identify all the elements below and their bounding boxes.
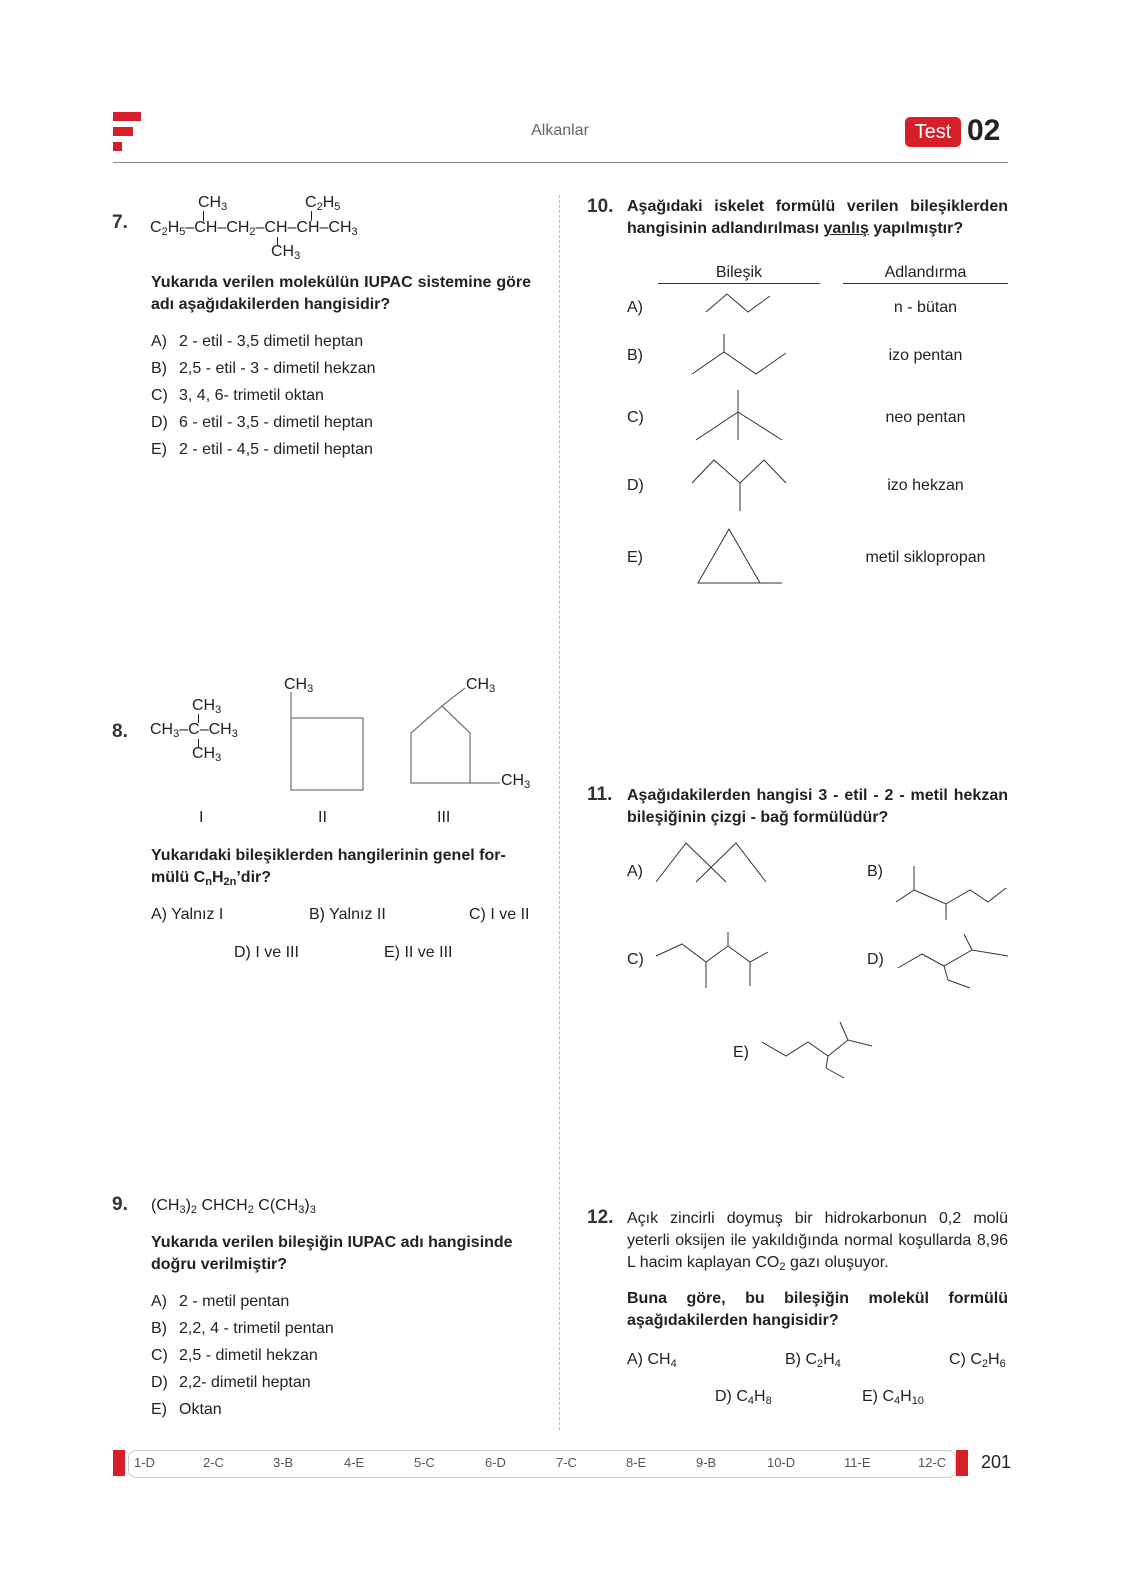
- q8-option-b[interactable]: B) Yalnız II: [309, 906, 386, 923]
- q8-label-ii: II: [318, 809, 327, 826]
- answer-key-item: 8-E: [626, 1455, 647, 1470]
- q7-option-d[interactable]: D) 6 - etil - 3,5 - dimetil heptan: [151, 414, 373, 431]
- q7-number: 7.: [112, 212, 128, 233]
- q8-compound-3: [405, 680, 515, 790]
- q7-option-a[interactable]: A) 2 - etil - 3,5 dimetil heptan: [151, 333, 364, 350]
- q11-question: Aşağıdakilerden hangisi 3 - etil - 2 - metil hekzan bileşiğinin çizgi - bağ formülüdür?: [627, 787, 1008, 826]
- q8-option-e[interactable]: E) II ve III: [384, 944, 453, 961]
- q10-row-e-skeleton: [690, 524, 790, 590]
- answer-key-item: 2-C: [203, 1455, 224, 1470]
- header-divider: [113, 162, 1008, 163]
- answer-key-item: 7-C: [556, 1455, 577, 1470]
- q10-col-name-rule: [843, 283, 1008, 284]
- q7-option-b[interactable]: B) 2,5 - etil - 3 - dimetil hekzan: [151, 360, 376, 377]
- q7-structure: $CH_3$ $C_2H_5$ $C_2H_5-CH-CH_2-CH-CH-CH_3$ $CH_3$: [150, 194, 358, 262]
- answer-key-item: 5-C: [414, 1455, 435, 1470]
- q11-option-d-skeleton: [894, 930, 1012, 992]
- q10-question: Aşağıdaki iskelet formülü verilen bileşiklerden hangisinin adlandırılması yanlış yapılmıştır?: [627, 198, 1008, 237]
- answer-key-item: 11-E: [844, 1455, 871, 1470]
- q9-option-e[interactable]: E) Oktan: [151, 1401, 222, 1418]
- test-badge: Test: [905, 117, 961, 147]
- answer-key-item: 1-D: [134, 1455, 155, 1470]
- test-number: 02: [967, 114, 1001, 147]
- q10-row-c-key[interactable]: C): [627, 409, 644, 426]
- answer-key-item: 9-B: [696, 1455, 717, 1470]
- q8-option-c[interactable]: C) I ve II: [469, 906, 530, 923]
- q11-number: 11.: [587, 784, 613, 805]
- q10-row-a-key[interactable]: A): [627, 299, 643, 316]
- q12-question-b: Buna göre, bu bileşiğin molekül formülü aşağıdakilerden hangisidir?: [627, 1290, 1008, 1329]
- q12-option-e[interactable]: E) $C_4H_{10}$: [862, 1388, 924, 1407]
- q10-row-a-name: n - bütan: [893, 299, 958, 316]
- answer-bar-right-mark: [956, 1450, 968, 1476]
- q7-question: Yukarıda verilen molekülün IUPAC sistemine göre adı aşağıdakilerden hangisidir?: [151, 274, 531, 313]
- q10-row-a-skeleton: [700, 290, 780, 320]
- q12-option-b[interactable]: B) $C_2H_4$: [785, 1351, 841, 1370]
- q8-number: 8.: [112, 721, 128, 742]
- q7-option-c[interactable]: C) 3, 4, 6- trimetil oktan: [151, 387, 324, 404]
- q11-option-e-skeleton: [758, 1018, 876, 1080]
- q10-row-e-key[interactable]: E): [627, 549, 643, 566]
- q11-option-b-skeleton: [892, 862, 1012, 924]
- answer-key-bar: [128, 1450, 956, 1478]
- q8-compound-1: $CH_3$ $CH_3-C-CH_3$ $CH_3$: [150, 697, 238, 764]
- q8-option-d[interactable]: D) I ve III: [234, 944, 299, 961]
- q8-question: Yukarıdaki bileşiklerden hangilerinin genel for- mülü $C_nH_{2n}’dir$?: [151, 847, 506, 888]
- q9-option-b[interactable]: B) 2,2, 4 - trimetil pentan: [151, 1320, 334, 1337]
- q11-option-d[interactable]: D): [867, 951, 884, 968]
- q8-compound-3-label-top: $CH_3$: [466, 676, 496, 695]
- q7-option-e[interactable]: E) 2 - etil - 4,5 - dimetil heptan: [151, 441, 373, 458]
- q10-col-compound-rule: [658, 283, 820, 284]
- answer-key-item: 12-C: [918, 1455, 947, 1470]
- q10-row-e-name: metil siklopropan: [865, 549, 986, 566]
- answer-key-item: 3-B: [273, 1455, 294, 1470]
- q12-option-d[interactable]: D) $C_4H_8$: [715, 1388, 772, 1407]
- q10-col-name: Adlandırma: [884, 264, 967, 281]
- column-divider: [559, 195, 560, 1430]
- q9-number: 9.: [112, 1194, 128, 1215]
- section-title: Alkanlar: [531, 122, 589, 139]
- q10-row-b-name: izo pentan: [888, 347, 963, 364]
- q12-number: 12.: [587, 1207, 614, 1228]
- q8-compound-2-label: $CH_3$: [284, 676, 314, 695]
- q8-compound-2: [283, 690, 373, 800]
- q10-row-c-skeleton: [690, 388, 790, 446]
- q11-option-a-skeleton: [650, 840, 774, 888]
- q10-row-d-key[interactable]: D): [627, 477, 644, 494]
- q7-options: [151, 331, 531, 466]
- q10-number: 10.: [587, 196, 614, 217]
- q11-option-b[interactable]: B): [867, 863, 883, 880]
- q10-col-compound: Bileşik: [715, 264, 763, 281]
- answer-key-item: 4-E: [344, 1455, 365, 1470]
- q9-options: [151, 1291, 531, 1426]
- q9-option-d[interactable]: D) 2,2- dimetil heptan: [151, 1374, 311, 1391]
- page-number: 201: [981, 1452, 1012, 1472]
- q9-formula: $(CH_3)_2$ $CHCH_2$ $C(CH_3)_3$: [151, 1197, 316, 1216]
- q10-row-b-key[interactable]: B): [627, 347, 643, 364]
- answer-bar-left-mark: [113, 1450, 125, 1476]
- q11-option-e[interactable]: E): [733, 1044, 749, 1061]
- q10-row-c-name: neo pentan: [885, 409, 966, 426]
- q11-option-c[interactable]: C): [627, 951, 644, 968]
- q8-label-iii: III: [437, 809, 451, 826]
- answer-key-item: 6-D: [485, 1455, 506, 1470]
- q9-option-c[interactable]: C) 2,5 - dimetil hekzan: [151, 1347, 318, 1364]
- q10-row-b-skeleton: [688, 330, 792, 380]
- q12-question-a: Açık zincirli doymuş bir hidrokarbonun 0,2 molü yeterli oksijen ile yakıldığında normal koşullarda 8,96 L hacim kaplayan $CO_2$ gazı oluşuyor.: [627, 1210, 1008, 1273]
- q9-question: Yukarıda verilen bileşiğin IUPAC adı hangisinde doğru verilmiştir?: [151, 1234, 513, 1273]
- q11-option-c-skeleton: [652, 930, 772, 992]
- q12-option-c[interactable]: C) $C_2H_6$: [949, 1351, 1006, 1370]
- q12-option-a[interactable]: A) $CH_4$: [627, 1351, 677, 1370]
- q8-label-i: I: [199, 809, 204, 826]
- q8-option-a[interactable]: A) Yalnız I: [151, 906, 224, 923]
- q11-option-a[interactable]: A): [627, 863, 643, 880]
- q9-option-a[interactable]: A) 2 - metil pentan: [151, 1293, 290, 1310]
- q8-compound-3-label-right: $CH_3$: [501, 772, 531, 791]
- q10-row-d-skeleton: [688, 455, 792, 515]
- answer-key-item: 10-D: [767, 1455, 796, 1470]
- q10-row-d-name: izo hekzan: [887, 477, 964, 494]
